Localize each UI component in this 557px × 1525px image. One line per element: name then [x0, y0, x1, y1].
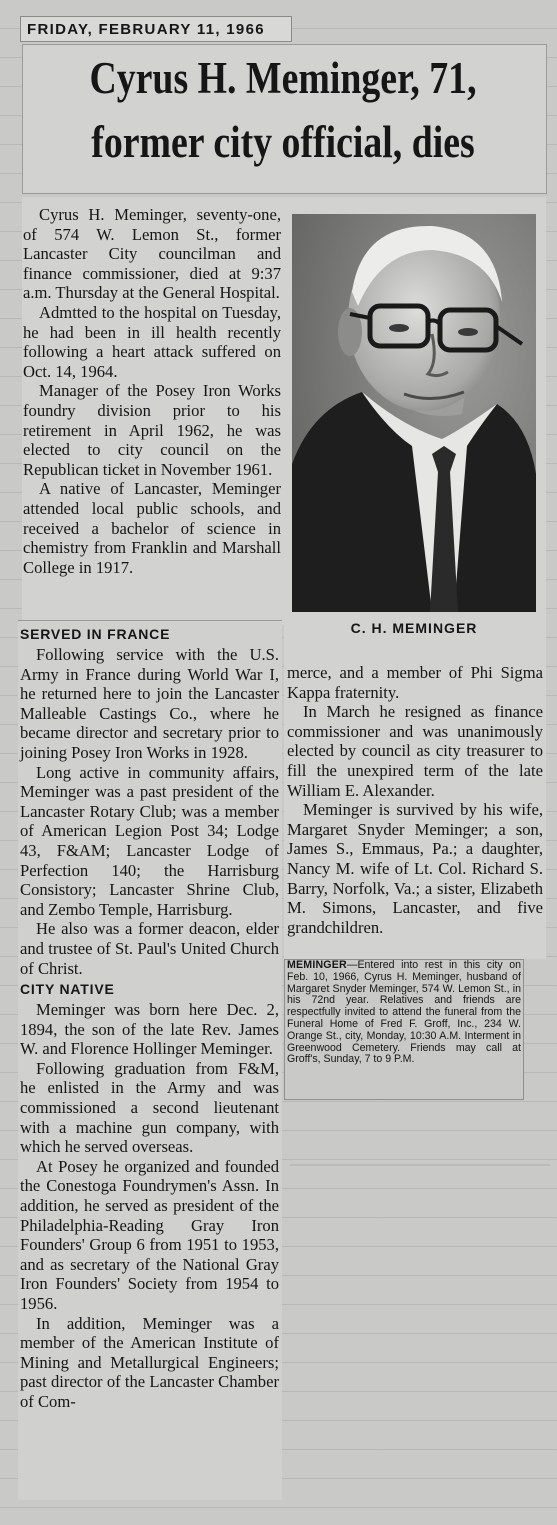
portrait-photo — [292, 214, 536, 612]
dateline: FRIDAY, FEBRUARY 11, 1966 — [20, 16, 292, 42]
paragraph-continued: merce, and a member of Phi Sigma Kappa fraternity. — [287, 663, 543, 702]
paragraph: Long active in community affairs, Meminger was a past president of the Lancaster Rotary Club; was a member of American Legion Post 34; Lodge 43, F&AM; Lancaster Lodge of Perfection 140; the Harrisburg Consistory; Lancaster Shrine Club, and Zembo Temple, Harrisburg. — [20, 762, 279, 919]
paragraph: Meminger is survived by his wife, Margaret Snyder Meminger; a son, James S., Emmaus, Pa.; a daughter, Nancy M. wife of Lt. Col. Richard S. Barry, Norfolk, Va.; a sister, Elizabeth M. Simons, Lancaster, and five grandchildren. — [287, 800, 543, 937]
photo-caption: C. H. MEMINGER — [350, 620, 478, 636]
headline-line-1: Cyrus H. Meminger, 71, — [89, 53, 477, 103]
headline-line-2: former city official, dies — [91, 117, 475, 167]
paragraph: In addition, Meminger was a member of the American Institute of Mining and Metallurgical Engineers; past director of the Lancaster Chamber of Com- — [20, 1313, 279, 1411]
paragraph: At Posey he organized and founded the Conestoga Foundrymen's Assn. In addition, he served as president of the Philadelphia-Reading Gray Iron Founders' Group 6 from 1951 to 1953, and as secretary of the National Gray Iron Founders' Society from 1954 to 1956. — [20, 1156, 279, 1313]
paragraph: In March he resigned as finance commissioner and was unanimously elected by council as city treasurer to fill the unexpired term of the late William E. Alexander. — [287, 702, 543, 800]
subhead-city-native: CITY NATIVE — [20, 981, 115, 998]
paragraph: Manager of the Posey Iron Works foundry division prior to his retirement in April 1962, he was elected to city council on the Republican ticket in November 1961. — [23, 381, 281, 479]
paragraph: He also was a former deacon, elder and trustee of St. Paul's United Church of Christ. — [20, 919, 279, 978]
paragraph: Meminger was born here Dec. 2, 1894, the son of the late Rev. James W. and Florence Hollinger Meminger. — [20, 1000, 279, 1059]
paragraph: Cyrus H. Meminger, seventy-one, of 574 W. Lemon St., former Lancaster City councilman and finance commissioner, died at 9:37 a.m. Thursday at the General Hospital. — [23, 205, 281, 303]
death-notice-name: MEMINGER — [287, 959, 347, 971]
article-column-left — [18, 620, 282, 1500]
paragraph: A native of Lancaster, Meminger attended local public schools, and received a bachelor of science in chemistry from Franklin and Marshall College in 1917. — [23, 479, 281, 577]
paragraph: Following service with the U.S. Army in France during World War I, he returned here to join the Lancaster Malleable Castings Co., where he became director and secretary prior to joining Posey Iron Works in 1928. — [20, 645, 279, 762]
death-notice-text: —Entered into rest in this city on Feb. 10, 1966, Cyrus H. Meminger, husband of Margaret Snyder Meminger, 574 W. Lemon St., in his 72nd year. Relatives and friends are respectfully invited to attend the funeral from the Funeral Home of Fred F. Groff, Inc., 234 W. Orange St., city, Monday, 10:30 A.M. Interment in Greenwood Cemetery. Friends may call at Groff's, Sunday, 7 to 9 P.M. — [287, 959, 521, 1066]
headline — [69, 46, 497, 174]
death-notice — [284, 959, 524, 1100]
paragraph: Admtted to the hospital on Tuesday, he had been in ill health recently following a heart attack suffered on Oct. 14, 1964. — [23, 302, 281, 381]
article-column-top — [22, 197, 284, 625]
bleed-through-texture — [290, 1100, 550, 1230]
subhead-served-in-france: SERVED IN FRANCE — [20, 626, 171, 642]
paragraph: Following graduation from F&M, he enlisted in the Army and was commissioned a second lieutenant with a machine gun company, with which he served overseas. — [20, 1058, 279, 1157]
article-column-right — [284, 641, 546, 959]
